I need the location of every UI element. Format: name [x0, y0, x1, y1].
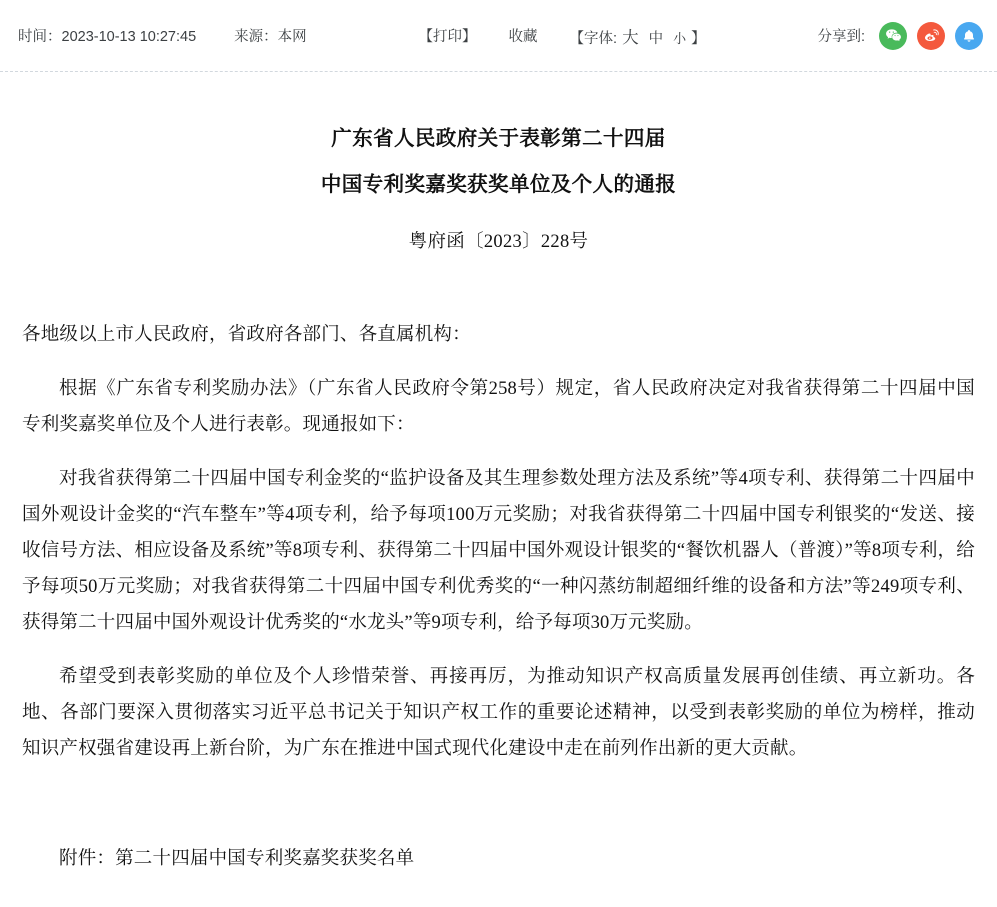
title-line-1: 广东省人民政府关于表彰第二十四届 [331, 128, 666, 150]
weibo-icon[interactable] [917, 22, 945, 50]
font-size-label-close: 】 [691, 30, 706, 47]
font-size-label: 【字体: [569, 30, 618, 47]
favorite-button[interactable]: 收藏 [508, 29, 538, 45]
font-size-small-button[interactable]: 小 [673, 30, 687, 46]
share-label: 分享到: [817, 29, 865, 45]
article-source: 来源：本网 [234, 29, 307, 45]
article-meta-bar [0, 0, 997, 72]
attachment-line: 附件：第二十四届中国专利奖嘉奖获奖名单 [59, 849, 415, 869]
share-group [817, 22, 983, 50]
font-size-large-button[interactable]: 大 [622, 28, 639, 47]
paragraph-1: 根据《广东省专利奖励办法》（广东省人民政府令第258号）规定，省人民政府决定对我省获得第二十四届中国专利奖嘉奖单位及个人进行表彰。现通报如下： [22, 379, 975, 435]
qzone-bell-icon[interactable] [955, 22, 983, 50]
meta-left-group [18, 25, 307, 46]
title-line-2: 中国专利奖嘉奖获奖单位及个人的通报 [320, 174, 677, 196]
article-body [0, 72, 997, 907]
paragraph-2: 对我省获得第二十四届中国专利金奖的“监护设备及其生理参数处理方法及系统”等4项专利、获得第二十四届中国外观设计金奖的“汽车整车”等4项专利，给予每项100万元奖励；对我省获得第二十四届中国专利银奖的“发送、接收信号方法、相应设备及系统”等8项专利、获得第二十四届中国外观设计银奖的“餐饮机器人（普渡）”等8项专利，给予每项50万元奖励；对我省获得第二十四届中国专利优秀奖的“一种闪蒸纺制超细纤维的设备和方法”等249项专利、获得第二十四届中国外观设计优秀奖的“水龙头”等9项专利，给予每项30万元奖励。 [22, 469, 975, 633]
wechat-icon[interactable] [879, 22, 907, 50]
salutation: 各地级以上市人民政府，省政府各部门、各直属机构： [22, 325, 471, 345]
paragraph-3: 希望受到表彰奖励的单位及个人珍惜荣誉、再接再厉，为推动知识产权高质量发展再创佳绩、再立新功。各地、各部门要深入贯彻落实习近平总书记关于知识产权工作的重要论述精神，以受到表彰奖励的单位为榜样，推动知识产权强省建设再上新台阶，为广东在推进中国式现代化建设中走在前列作出新的更大贡献。 [22, 667, 975, 759]
font-size-medium-button[interactable]: 中 [648, 30, 664, 47]
document-number: 粤府函〔2023〕228号 [408, 232, 589, 252]
publish-time: 时间：2023-10-13 10:27:45 [18, 29, 197, 45]
page-title [22, 116, 975, 208]
article-tools [307, 24, 818, 48]
print-button[interactable]: 【打印】 [418, 29, 477, 45]
font-size-switcher [554, 24, 722, 48]
